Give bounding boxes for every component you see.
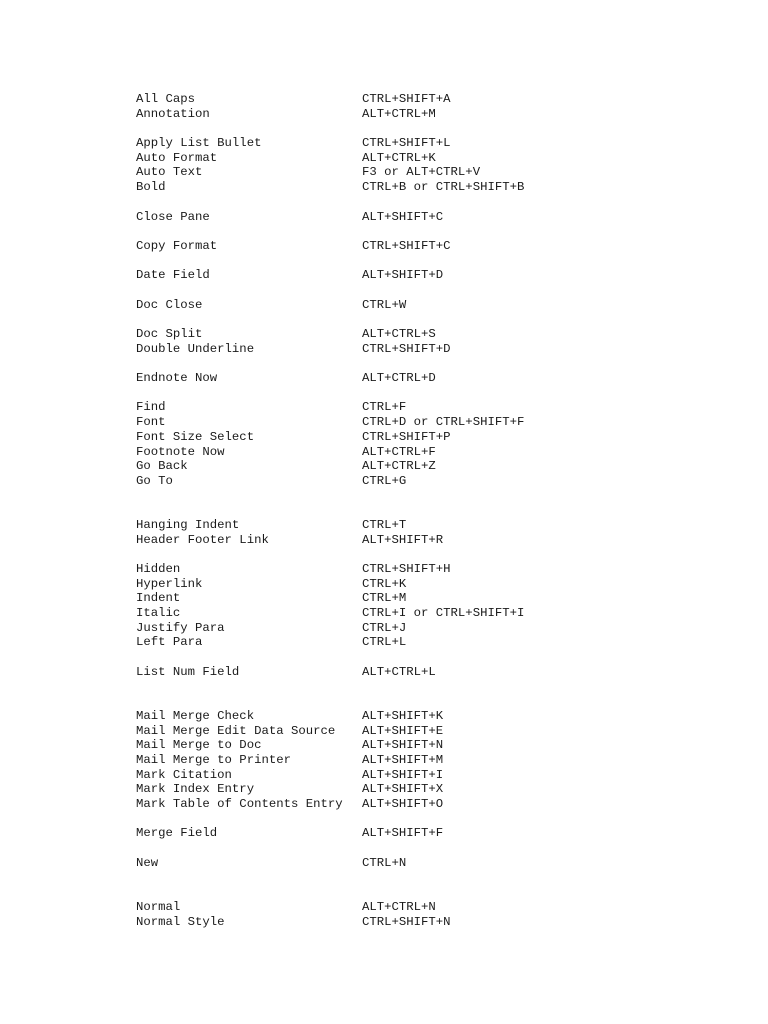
key-combo: CTRL+I or CTRL+SHIFT+I bbox=[362, 606, 525, 621]
list-item bbox=[136, 459, 736, 474]
spacer bbox=[136, 386, 736, 401]
list-item bbox=[136, 268, 736, 283]
list-item bbox=[136, 239, 736, 254]
command-name: Header Footer Link bbox=[136, 532, 269, 547]
command-name: Normal Style bbox=[136, 914, 225, 929]
spacer bbox=[136, 650, 736, 665]
key-combo: ALT+SHIFT+R bbox=[362, 532, 444, 547]
spacer bbox=[136, 356, 736, 371]
key-combo: ALT+SHIFT+O bbox=[362, 797, 444, 812]
key-combo: CTRL+SHIFT+A bbox=[362, 92, 451, 106]
list-item bbox=[136, 753, 736, 768]
list-item bbox=[136, 782, 736, 797]
command-name: Justify Para bbox=[136, 620, 225, 635]
list-item bbox=[136, 533, 736, 548]
spacer bbox=[136, 841, 736, 856]
key-combo: ALT+SHIFT+E bbox=[362, 723, 444, 738]
spacer bbox=[136, 195, 736, 210]
command-name: Find bbox=[136, 400, 166, 415]
list-item bbox=[136, 474, 736, 489]
key-combo: CTRL+T bbox=[362, 517, 407, 532]
list-item bbox=[136, 577, 736, 592]
list-item bbox=[136, 900, 736, 915]
spacer bbox=[136, 812, 736, 827]
command-name: Auto Format bbox=[136, 150, 218, 165]
list-item bbox=[136, 621, 736, 636]
spacer bbox=[136, 870, 736, 899]
command-name: Copy Format bbox=[136, 238, 218, 253]
key-combo: CTRL+SHIFT+N bbox=[362, 914, 451, 929]
command-name: Annotation bbox=[136, 106, 210, 121]
list-item bbox=[136, 371, 736, 386]
command-name: Go Back bbox=[136, 459, 188, 474]
key-combo: F3 or ALT+CTRL+V bbox=[362, 165, 481, 180]
command-name: Go To bbox=[136, 473, 173, 488]
key-combo: CTRL+N bbox=[362, 855, 407, 870]
list-item bbox=[136, 826, 736, 841]
command-name: New bbox=[136, 855, 159, 870]
command-name: Hyperlink bbox=[136, 576, 203, 591]
command-name: Merge Field bbox=[136, 826, 218, 841]
command-name: Left Para bbox=[136, 635, 203, 650]
list-item bbox=[136, 400, 736, 415]
command-name: Mark Citation bbox=[136, 767, 232, 782]
list-item bbox=[136, 518, 736, 533]
spacer bbox=[136, 547, 736, 562]
key-combo: ALT+CTRL+N bbox=[362, 899, 436, 914]
key-combo: CTRL+J bbox=[362, 620, 407, 635]
command-name: Auto Text bbox=[136, 165, 203, 180]
key-combo: CTRL+D or CTRL+SHIFT+F bbox=[362, 415, 525, 430]
key-combo: ALT+SHIFT+N bbox=[362, 738, 444, 753]
key-combo: ALT+SHIFT+F bbox=[362, 826, 444, 841]
spacer bbox=[136, 254, 736, 269]
key-combo: CTRL+SHIFT+P bbox=[362, 429, 451, 444]
list-item bbox=[136, 342, 736, 357]
key-combo: ALT+CTRL+L bbox=[362, 664, 436, 679]
command-name: Close Pane bbox=[136, 209, 210, 224]
command-name: Double Underline bbox=[136, 341, 255, 356]
spacer bbox=[136, 283, 736, 298]
list-item bbox=[136, 327, 736, 342]
list-item bbox=[136, 151, 736, 166]
key-combo: ALT+SHIFT+X bbox=[362, 782, 444, 797]
list-item bbox=[136, 298, 736, 313]
key-combo: ALT+SHIFT+K bbox=[362, 708, 444, 723]
key-combo: CTRL+F bbox=[362, 400, 407, 415]
list-item bbox=[136, 136, 736, 151]
list-item bbox=[136, 445, 736, 460]
command-name: Mark Table of Contents Entry bbox=[136, 797, 343, 812]
spacer bbox=[136, 224, 736, 239]
list-item bbox=[136, 92, 736, 107]
spacer bbox=[136, 680, 736, 709]
key-combo: CTRL+SHIFT+D bbox=[362, 341, 451, 356]
list-item bbox=[136, 430, 736, 445]
command-name: Hidden bbox=[136, 562, 181, 577]
command-name: Mark Index Entry bbox=[136, 782, 255, 797]
command-name: Mail Merge to Doc bbox=[136, 738, 262, 753]
key-combo: CTRL+M bbox=[362, 591, 407, 606]
key-combo: ALT+SHIFT+D bbox=[362, 268, 444, 283]
key-combo: ALT+SHIFT+M bbox=[362, 752, 444, 767]
key-combo: CTRL+SHIFT+L bbox=[362, 136, 451, 151]
list-item bbox=[136, 415, 736, 430]
list-item bbox=[136, 856, 736, 871]
command-name: Mail Merge Edit Data Source bbox=[136, 723, 336, 738]
command-name: Font Size Select bbox=[136, 429, 255, 444]
key-combo: CTRL+K bbox=[362, 576, 407, 591]
list-item bbox=[136, 606, 736, 621]
command-name: Hanging Indent bbox=[136, 517, 240, 532]
key-combo: CTRL+SHIFT+H bbox=[362, 562, 451, 577]
key-combo: ALT+CTRL+M bbox=[362, 106, 436, 121]
command-name: Indent bbox=[136, 591, 181, 606]
spacer bbox=[136, 489, 736, 518]
command-name: Font bbox=[136, 415, 166, 430]
list-item bbox=[136, 665, 736, 680]
command-name: Mail Merge to Printer bbox=[136, 752, 291, 767]
command-name: All Caps bbox=[136, 92, 196, 106]
list-item bbox=[136, 738, 736, 753]
key-combo: ALT+SHIFT+I bbox=[362, 767, 444, 782]
command-name: Normal bbox=[136, 899, 181, 914]
list-item bbox=[136, 107, 736, 122]
list-item bbox=[136, 180, 736, 195]
command-name: Date Field bbox=[136, 268, 210, 283]
list-item bbox=[136, 165, 736, 180]
key-combo: ALT+CTRL+K bbox=[362, 150, 436, 165]
command-name: Endnote Now bbox=[136, 371, 218, 386]
list-item bbox=[136, 591, 736, 606]
command-name: Doc Close bbox=[136, 297, 203, 312]
list-item bbox=[136, 724, 736, 739]
shortcut-list bbox=[136, 92, 736, 929]
key-combo: CTRL+B or CTRL+SHIFT+B bbox=[362, 180, 525, 195]
key-combo: ALT+CTRL+F bbox=[362, 444, 436, 459]
command-name: Italic bbox=[136, 606, 181, 621]
list-item bbox=[136, 768, 736, 783]
command-name: Footnote Now bbox=[136, 444, 225, 459]
spacer bbox=[136, 312, 736, 327]
command-name: Bold bbox=[136, 180, 166, 195]
key-combo: ALT+CTRL+Z bbox=[362, 459, 436, 474]
list-item bbox=[136, 562, 736, 577]
list-item bbox=[136, 210, 736, 225]
list-item bbox=[136, 797, 736, 812]
key-combo: ALT+SHIFT+C bbox=[362, 209, 444, 224]
key-combo: CTRL+SHIFT+C bbox=[362, 238, 451, 253]
command-name: List Num Field bbox=[136, 664, 240, 679]
key-combo: ALT+CTRL+S bbox=[362, 327, 436, 341]
key-combo: CTRL+G bbox=[362, 473, 407, 488]
spacer bbox=[136, 121, 736, 136]
command-name: Apply List Bullet bbox=[136, 136, 262, 151]
key-combo: CTRL+L bbox=[362, 635, 407, 650]
list-item bbox=[136, 635, 736, 650]
key-combo: CTRL+W bbox=[362, 297, 407, 312]
list-item bbox=[136, 709, 736, 724]
command-name: Doc Split bbox=[136, 327, 203, 341]
list-item bbox=[136, 915, 736, 930]
key-combo: ALT+CTRL+D bbox=[362, 371, 436, 386]
command-name: Mail Merge Check bbox=[136, 708, 255, 723]
